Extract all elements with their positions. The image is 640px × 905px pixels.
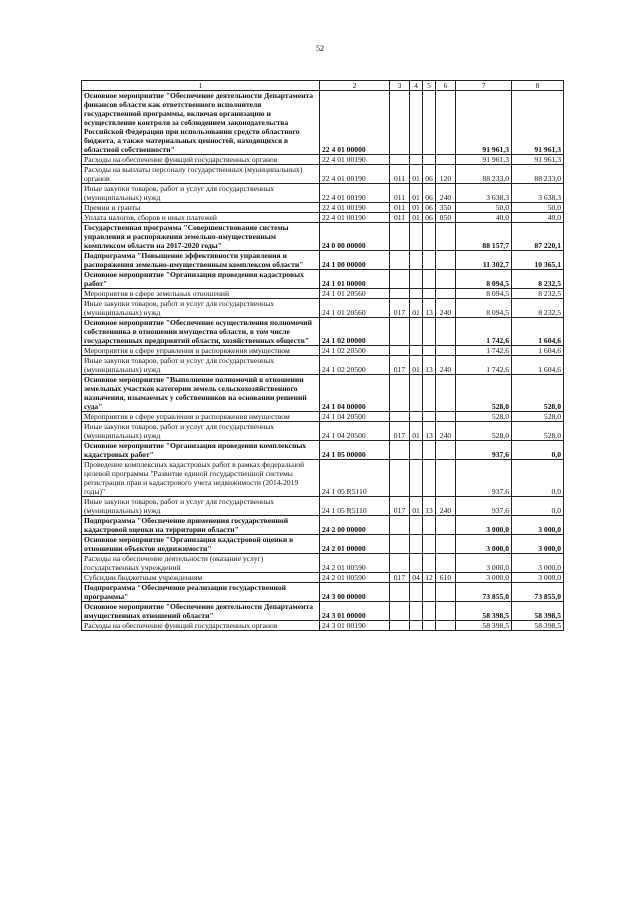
row-amount-2: 3 000,0 [512,535,564,554]
row-ministry: 017 [390,356,410,375]
row-code: 24 1 05 R5110 [320,497,390,516]
row-amount-2: 10 365,1 [512,251,564,270]
row-code: 24 3 01 00190 [320,621,390,631]
header-cell: 4 [410,81,423,91]
table-row [82,516,564,535]
row-amount-1: 91 961,3 [456,91,512,155]
row-amount-1: 3 000,0 [456,554,512,573]
row-expense-type [436,460,456,497]
row-expense-type [436,535,456,554]
row-ministry: 017 [390,299,410,318]
row-expense-type [436,91,456,155]
row-name: Субсидии бюджетным учреждениям [82,573,320,583]
row-amount-1: 3 000,0 [456,516,512,535]
row-name: Основное мероприятие "Выполнение полномочий в отношении земельных участков категории земель сельскохозяйственного назначения, изымаемых у собственников на основании решений суда" [82,375,320,412]
row-expense-type [436,554,456,573]
row-ministry [390,91,410,155]
row-name: Основное мероприятие "Организация проведения комплексных кадастровых работ" [82,441,320,460]
row-expense-type [436,289,456,299]
header-row [82,81,564,91]
table-row [82,602,564,621]
row-amount-2: 1 604,6 [512,346,564,356]
row-amount-1: 88 233,0 [456,165,512,184]
table-row [82,318,564,346]
row-subsection: 13 [423,299,436,318]
row-amount-2: 73 855,0 [512,583,564,602]
row-subsection: 13 [423,356,436,375]
row-amount-1: 8 094,5 [456,270,512,289]
row-code: 24 1 04 20500 [320,412,390,422]
table-row [82,412,564,422]
row-section [410,318,423,346]
row-expense-type [436,375,456,412]
row-ministry [390,223,410,251]
header-cell: 3 [390,81,410,91]
row-ministry [390,535,410,554]
row-name: Иные закупки товаров, работ и услуг для государственных (муниципальных) нужд [82,184,320,203]
row-amount-1: 3 638,3 [456,184,512,203]
row-name: Иные закупки товаров, работ и услуг для государственных (муниципальных) нужд [82,356,320,375]
row-name: Основное мероприятие "Обеспечение осуществления полномочий собственника в отношении имущества области, в том числе государственных предприятий области, хозяйственных обществ" [82,318,320,346]
row-code: 24 3 01 00000 [320,602,390,621]
row-ministry [390,251,410,270]
row-expense-type [436,318,456,346]
row-subsection [423,346,436,356]
row-section: 01 [410,299,423,318]
row-subsection [423,270,436,289]
row-section [410,251,423,270]
table-row [82,460,564,497]
row-section [410,602,423,621]
row-subsection: 06 [423,203,436,213]
row-ministry: 011 [390,184,410,203]
table-row [82,299,564,318]
row-name: Основное мероприятие "Обеспечение деятельности Департамента имущественных отношений области" [82,602,320,621]
row-code: 24 1 02 00000 [320,318,390,346]
row-subsection: 06 [423,213,436,223]
row-name: Расходы на обеспечение функций государственных органов [82,621,320,631]
row-amount-1: 937,6 [456,441,512,460]
row-name: Иные закупки товаров, работ и услуг для государственных (муниципальных) нужд [82,422,320,441]
header-cell: 2 [320,81,390,91]
row-expense-type: 240 [436,497,456,516]
row-ministry [390,412,410,422]
row-ministry: 011 [390,203,410,213]
row-name: Государственная программа "Совершенствование системы управления и распоряжения земельно-имущественным комплексом области на 2017-2020 годы" [82,223,320,251]
row-amount-2: 50,0 [512,203,564,213]
row-ministry [390,460,410,497]
row-expense-type: 240 [436,184,456,203]
row-amount-2: 58 398,5 [512,621,564,631]
row-amount-2: 88 233,0 [512,165,564,184]
table-row [82,573,564,583]
row-amount-2: 0,0 [512,441,564,460]
row-amount-2: 8 232,5 [512,289,564,299]
row-name: Премии и гранты [82,203,320,213]
row-amount-2: 8 232,5 [512,299,564,318]
row-amount-1: 50,0 [456,203,512,213]
row-code: 24 1 01 20560 [320,289,390,299]
row-section [410,155,423,165]
row-section: 01 [410,422,423,441]
row-ministry [390,516,410,535]
row-amount-1: 3 000,0 [456,573,512,583]
header-cell: 8 [512,81,564,91]
row-code: 24 1 01 00000 [320,270,390,289]
table-row [82,621,564,631]
row-code: 22 4 01 00190 [320,155,390,165]
row-subsection: 13 [423,497,436,516]
row-amount-2: 3 638,3 [512,184,564,203]
table-row [82,346,564,356]
row-subsection [423,375,436,412]
row-code: 24 1 02 20500 [320,346,390,356]
row-section: 01 [410,213,423,223]
row-code: 24 2 00 00000 [320,516,390,535]
header-cell: 1 [82,81,320,91]
row-amount-2: 0,0 [512,460,564,497]
row-subsection [423,583,436,602]
row-amount-2: 3 000,0 [512,516,564,535]
row-name: Мероприятия в сфере управления и распоряжения имуществом [82,346,320,356]
row-section: 01 [410,184,423,203]
row-expense-type: 120 [436,165,456,184]
row-amount-2: 87 220,1 [512,223,564,251]
row-amount-1: 11 302,7 [456,251,512,270]
row-subsection [423,441,436,460]
row-amount-1: 528,0 [456,412,512,422]
row-subsection [423,516,436,535]
row-amount-2: 528,0 [512,412,564,422]
row-ministry [390,621,410,631]
row-name: Мероприятия в сфере управления и распоряжения имуществом [82,412,320,422]
row-amount-2: 58 398,5 [512,602,564,621]
table-row [82,251,564,270]
row-subsection: 06 [423,184,436,203]
row-amount-1: 1 742,6 [456,318,512,346]
row-ministry: 017 [390,497,410,516]
row-name: Расходы на обеспечение функций государственных органов [82,155,320,165]
row-ministry [390,318,410,346]
row-code: 24 1 04 20500 [320,422,390,441]
table-row [82,497,564,516]
table-row [82,184,564,203]
table-row [82,441,564,460]
row-expense-type: 240 [436,299,456,318]
row-amount-1: 40,0 [456,213,512,223]
header-cell: 5 [423,81,436,91]
row-section [410,289,423,299]
row-amount-1: 73 855,0 [456,583,512,602]
row-section [410,412,423,422]
row-section [410,91,423,155]
row-section: 01 [410,203,423,213]
row-ministry: 017 [390,573,410,583]
row-expense-type [436,412,456,422]
row-amount-1: 88 157,7 [456,223,512,251]
row-code: 24 2 01 00000 [320,535,390,554]
header-cell: 6 [436,81,456,91]
row-amount-2: 528,0 [512,422,564,441]
row-code: 24 1 01 20560 [320,299,390,318]
row-section [410,583,423,602]
row-name: Иные закупки товаров, работ и услуг для государственных (муниципальных) нужд [82,299,320,318]
row-name: Подпрограмма "Обеспечение реализации государственной программы" [82,583,320,602]
row-subsection [423,289,436,299]
row-amount-1: 937,6 [456,460,512,497]
row-expense-type: 240 [436,422,456,441]
row-amount-2: 0,0 [512,497,564,516]
row-ministry [390,554,410,573]
row-expense-type [436,621,456,631]
row-ministry: 011 [390,165,410,184]
table-row [82,270,564,289]
row-amount-2: 91 961,3 [512,155,564,165]
row-code: 24 3 00 00000 [320,583,390,602]
row-amount-2: 1 604,6 [512,318,564,346]
row-expense-type [436,223,456,251]
row-amount-2: 3 000,0 [512,554,564,573]
row-name: Расходы на обеспечение деятельности (оказание услуг) государственных учреждений [82,554,320,573]
row-section [410,346,423,356]
row-expense-type [436,583,456,602]
row-subsection [423,535,436,554]
row-name: Подпрограмма "Обеспечение применения государственной кадастровой оценки на территории области" [82,516,320,535]
row-code: 24 1 00 00000 [320,251,390,270]
row-name: Проведение комплексных кадастровых работ в рамках федеральной целевой программы "Развитие единой государственной системы регистрации прав и кадастрового учета недвижимости (2014-2019 годы)" [82,460,320,497]
table-row [82,223,564,251]
row-name: Основное мероприятие "Организация кадастровой оценки в отношении объектов недвижимости" [82,535,320,554]
row-section [410,375,423,412]
row-name: Расходы на выплаты персоналу государственных (муниципальных) органов [82,165,320,184]
row-name: Основное мероприятие "Обеспечение деятельности Департамента финансов области как ответственного исполнителя государственной программы, включая организацию и осуществление контроля за соблюдением законодательства Российской Федерации при использовании средств областного бюджета, а также материальных ценностей, находящихся в областной собственности" [82,91,320,155]
row-amount-1: 58 398,5 [456,621,512,631]
row-subsection [423,460,436,497]
row-amount-2: 91 961,3 [512,91,564,155]
row-subsection: 06 [423,165,436,184]
row-amount-1: 91 961,3 [456,155,512,165]
row-ministry [390,602,410,621]
row-amount-2: 40,0 [512,213,564,223]
row-name: Подпрограмма "Повышение эффективности управления и распоряжения земельно-имущественным комплексом области" [82,251,320,270]
row-section [410,621,423,631]
row-subsection [423,412,436,422]
row-name: Иные закупки товаров, работ и услуг для государственных (муниципальных) нужд [82,497,320,516]
row-amount-1: 58 398,5 [456,602,512,621]
row-expense-type: 240 [436,356,456,375]
row-ministry [390,583,410,602]
row-section: 01 [410,165,423,184]
row-amount-1: 3 000,0 [456,535,512,554]
row-ministry [390,155,410,165]
row-expense-type [436,251,456,270]
row-section [410,223,423,251]
table-row [82,289,564,299]
row-code: 24 1 05 R5110 [320,460,390,497]
row-ministry [390,289,410,299]
row-expense-type [436,346,456,356]
row-section [410,460,423,497]
row-subsection [423,554,436,573]
row-section: 04 [410,573,423,583]
row-amount-1: 1 742,6 [456,346,512,356]
row-subsection [423,91,436,155]
row-amount-1: 8 094,5 [456,289,512,299]
row-subsection [423,602,436,621]
row-code: 22 4 01 00190 [320,203,390,213]
row-amount-2: 8 232,5 [512,270,564,289]
row-code: 22 4 01 00190 [320,213,390,223]
row-subsection: 13 [423,422,436,441]
table-row [82,375,564,412]
row-ministry: 011 [390,213,410,223]
row-section [410,441,423,460]
table-row [82,213,564,223]
row-amount-2: 528,0 [512,375,564,412]
table-row [82,91,564,155]
row-subsection [423,223,436,251]
table-row [82,554,564,573]
row-code: 24 2 01 00590 [320,573,390,583]
row-expense-type: 850 [436,213,456,223]
row-ministry [390,375,410,412]
row-code: 24 0 00 00000 [320,223,390,251]
row-ministry [390,346,410,356]
row-code: 24 2 01 00590 [320,554,390,573]
row-section [410,535,423,554]
row-section [410,270,423,289]
row-amount-2: 3 000,0 [512,573,564,583]
row-subsection [423,251,436,270]
row-name: Мероприятия в сфере земельных отношений [82,289,320,299]
row-section [410,516,423,535]
table-row [82,422,564,441]
row-amount-1: 1 742,6 [456,356,512,375]
row-expense-type [436,270,456,289]
row-expense-type: 610 [436,573,456,583]
row-ministry [390,270,410,289]
row-expense-type [436,516,456,535]
row-amount-1: 528,0 [456,375,512,412]
table-row [82,535,564,554]
row-section: 01 [410,356,423,375]
header-cell: 7 [456,81,512,91]
row-subsection [423,318,436,346]
row-expense-type [436,155,456,165]
row-amount-1: 937,6 [456,497,512,516]
row-ministry: 017 [390,422,410,441]
table-row [82,203,564,213]
page-number: 52 [316,44,324,53]
row-expense-type [436,441,456,460]
row-ministry [390,441,410,460]
row-code: 24 1 05 00000 [320,441,390,460]
row-code: 22 4 01 00000 [320,91,390,155]
budget-table [81,80,564,631]
row-expense-type [436,602,456,621]
table-row [82,356,564,375]
table-row [82,155,564,165]
row-amount-1: 528,0 [456,422,512,441]
row-name: Основное мероприятие "Организация проведения кадастровых работ" [82,270,320,289]
row-code: 22 4 01 00190 [320,184,390,203]
row-name: Уплата налогов, сборов и иных платежей [82,213,320,223]
row-section [410,554,423,573]
row-section: 01 [410,497,423,516]
row-subsection [423,621,436,631]
row-code: 22 4 01 00190 [320,165,390,184]
table-row [82,583,564,602]
row-subsection [423,155,436,165]
row-subsection: 12 [423,573,436,583]
row-code: 24 1 04 00000 [320,375,390,412]
row-expense-type: 350 [436,203,456,213]
row-amount-1: 8 094,5 [456,299,512,318]
row-amount-2: 1 604,6 [512,356,564,375]
table-row [82,165,564,184]
row-code: 24 1 02 20500 [320,356,390,375]
